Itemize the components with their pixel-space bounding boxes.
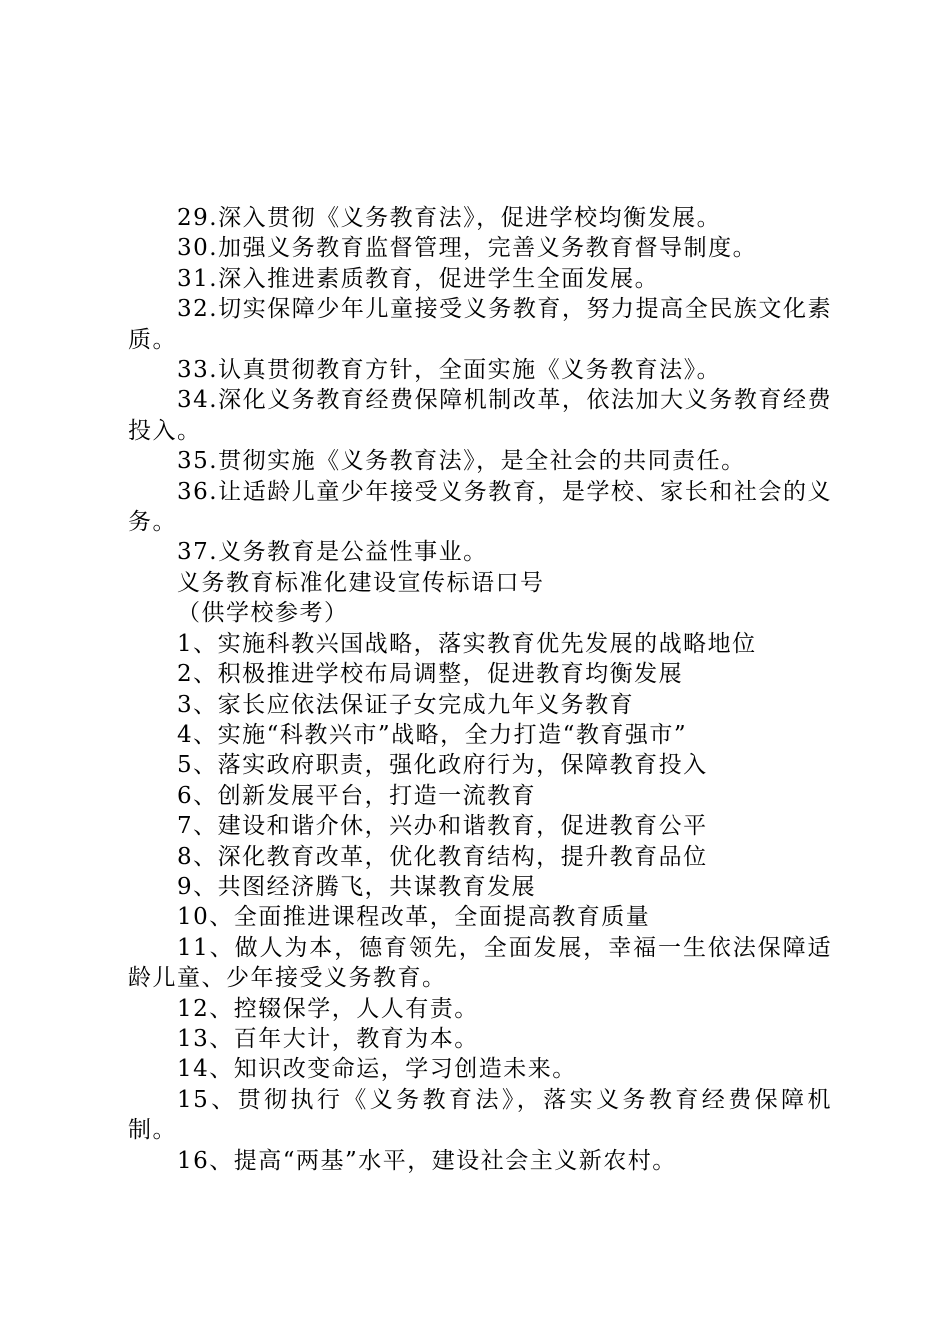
slogan-item: 2、积极推进学校布局调整，促进教育均衡发展 [177, 661, 684, 688]
slogan-item: 7、建设和谐介休，兴办和谐教育，促进教育公平 [177, 813, 708, 840]
paragraph: 33.认真贯彻教育方针，全面实施《义务教育法》。 [177, 357, 722, 384]
slogan-item: 15、贯彻执行《义务教育法》，落实义务教育经费保障机制。 [128, 1086, 832, 1144]
slogan-item: 10、全面推进课程改革，全面提高教育质量 [177, 904, 651, 931]
slogan-item: 12、控辍保学，人人有责。 [177, 995, 479, 1022]
paragraph: 31.深入推进素质教育，促进学生全面发展。 [177, 265, 660, 292]
slogan-item: 9、共图经济腾飞，共谋教育发展 [177, 873, 537, 900]
section-subheading: （供学校参考） [177, 600, 349, 627]
paragraph: 34.深化义务教育经费保障机制改革，依法加大义务教育经费投入。 [128, 387, 832, 444]
paragraph: 29.深入贯彻《义务教育法》，促进学校均衡发展。 [177, 205, 722, 231]
slogan-item: 3、家长应依法保证子女完成九年义务教育 [177, 691, 635, 718]
slogan-item: 4、实施“科教兴市”战略，全力打造“教育强市” [177, 721, 688, 748]
slogan-item: 11、做人为本，德育领先，全面发展，幸福一生依法保障适龄儿童、少年接受义务教育。 [128, 934, 832, 992]
paragraph: 37.义务教育是公益性事业。 [177, 539, 488, 566]
section-heading: 义务教育标准化建设宣传标语口号 [177, 569, 545, 596]
paragraph: 30.加强义务教育监督管理，完善义务教育督导制度。 [177, 235, 758, 262]
slogan-item: 16、提高“两基”水平，建设社会主义新农村。 [177, 1147, 677, 1174]
slogan-item: 8、深化教育改革，优化教育结构，提升教育品位 [177, 843, 708, 870]
slogan-item: 6、创新发展平台，打造一流教育 [177, 782, 537, 809]
document-body [128, 203, 832, 1176]
paragraph: 32.切实保障少年儿童接受义务教育，努力提高全民族文化素质。 [128, 296, 832, 353]
slogan-item: 13、百年大计，教育为本。 [177, 1025, 479, 1052]
paragraph: 36.让适龄儿童少年接受义务教育，是学校、家长和社会的义务。 [128, 478, 832, 536]
slogan-item: 14、知识改变命运，学习创造未来。 [177, 1056, 577, 1083]
paragraph: 35.贯彻实施《义务教育法》，是全社会的共同责任。 [177, 448, 746, 475]
slogan-item: 1、实施科教兴国战略，落实教育优先发展的战略地位 [177, 630, 757, 657]
slogan-item: 5、落实政府职责，强化政府行为，保障教育投入 [177, 752, 708, 779]
